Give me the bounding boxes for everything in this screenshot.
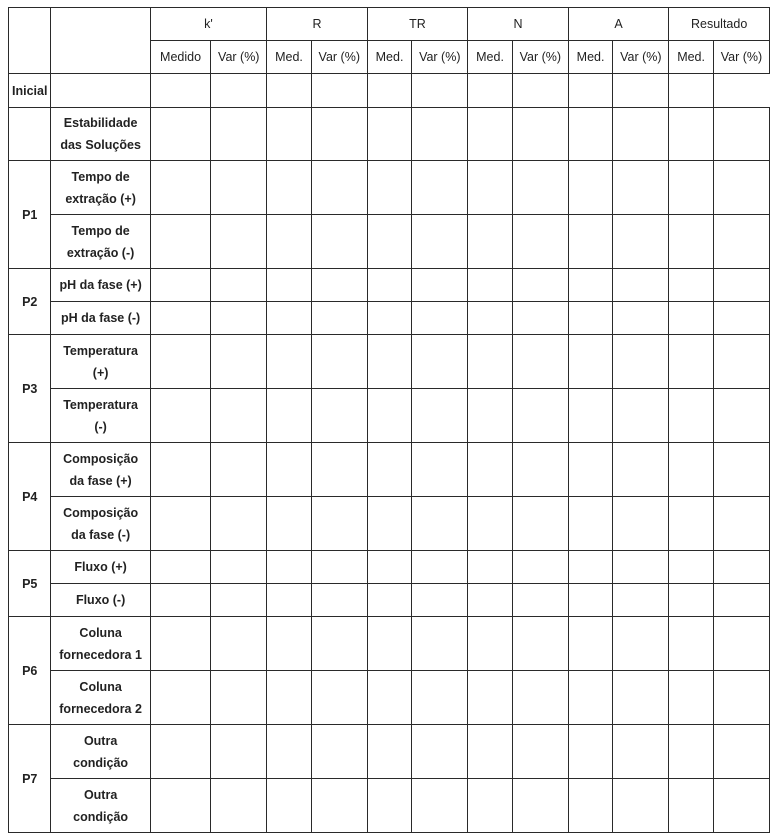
empty-cell	[311, 584, 367, 617]
empty-cell	[568, 215, 613, 269]
empty-cell	[367, 215, 412, 269]
empty-cell	[568, 108, 613, 161]
row-label: Temperatura (-)	[51, 389, 150, 443]
empty-cell	[568, 443, 613, 497]
empty-cell	[311, 497, 367, 551]
empty-cell	[211, 269, 267, 302]
empty-cell	[150, 443, 211, 497]
empty-cell	[412, 108, 468, 161]
empty-cell	[311, 725, 367, 779]
sub-header-measured: Med.	[468, 41, 513, 74]
empty-cell	[568, 779, 613, 833]
empty-cell	[412, 725, 468, 779]
empty-cell	[267, 74, 312, 108]
empty-cell	[267, 161, 312, 215]
table-row	[9, 551, 770, 584]
sub-header-measured: Med.	[568, 41, 613, 74]
empty-cell	[150, 497, 211, 551]
row-label: Estabilidade das Soluções	[51, 108, 150, 161]
sub-header-var: Var (%)	[512, 41, 568, 74]
empty-cell	[412, 335, 468, 389]
empty-cell	[311, 161, 367, 215]
empty-cell	[367, 269, 412, 302]
empty-cell	[669, 671, 714, 725]
metric-header: N	[468, 8, 569, 41]
empty-cell	[568, 335, 613, 389]
row-label: Composição da fase (+)	[51, 443, 150, 497]
empty-cell	[412, 161, 468, 215]
empty-cell	[669, 108, 714, 161]
empty-cell	[267, 617, 312, 671]
empty-cell	[568, 269, 613, 302]
empty-cell	[669, 302, 714, 335]
empty-cell	[311, 269, 367, 302]
empty-cell	[568, 551, 613, 584]
empty-cell	[367, 443, 412, 497]
empty-cell	[512, 671, 568, 725]
empty-cell	[713, 584, 769, 617]
table-row	[9, 108, 770, 161]
empty-cell	[669, 551, 714, 584]
empty-cell	[512, 551, 568, 584]
empty-cell	[512, 725, 568, 779]
empty-cell	[713, 671, 769, 725]
empty-cell	[211, 671, 267, 725]
empty-cell	[267, 725, 312, 779]
empty-cell	[713, 108, 769, 161]
empty-cell	[267, 389, 312, 443]
empty-cell	[412, 269, 468, 302]
empty-cell	[512, 584, 568, 617]
empty-cell	[468, 335, 513, 389]
row-label: Coluna fornecedora 1	[51, 617, 150, 671]
empty-cell	[367, 335, 412, 389]
table-row	[9, 215, 770, 269]
empty-cell	[613, 497, 669, 551]
empty-cell	[713, 497, 769, 551]
empty-cell	[150, 74, 211, 108]
empty-cell	[713, 779, 769, 833]
empty-cell	[211, 74, 267, 108]
empty-cell	[150, 671, 211, 725]
empty-cell	[367, 108, 412, 161]
row-label: Inicial	[9, 74, 51, 108]
empty-cell	[412, 302, 468, 335]
empty-cell	[367, 74, 412, 108]
empty-cell	[568, 161, 613, 215]
empty-cell	[367, 617, 412, 671]
empty-cell	[311, 302, 367, 335]
empty-cell	[311, 74, 367, 108]
empty-cell	[267, 108, 312, 161]
empty-cell	[367, 551, 412, 584]
group-label: P4	[9, 443, 51, 551]
empty-cell	[512, 161, 568, 215]
table-row	[9, 584, 770, 617]
empty-cell	[51, 74, 150, 108]
empty-cell	[613, 335, 669, 389]
row-label: Fluxo (-)	[51, 584, 150, 617]
empty-cell	[367, 584, 412, 617]
empty-cell	[311, 617, 367, 671]
empty-cell	[211, 725, 267, 779]
row-label: Coluna fornecedora 2	[51, 671, 150, 725]
table-row	[9, 779, 770, 833]
empty-cell	[512, 779, 568, 833]
empty-cell	[267, 551, 312, 584]
empty-cell	[713, 161, 769, 215]
empty-cell	[412, 497, 468, 551]
empty-cell	[613, 161, 669, 215]
empty-cell	[669, 74, 714, 108]
row-label: Fluxo (+)	[51, 551, 150, 584]
empty-cell	[669, 269, 714, 302]
row-label: pH da fase (+)	[51, 269, 150, 302]
header-row-metrics	[9, 8, 770, 41]
row-label: Tempo de extração (+)	[51, 161, 150, 215]
empty-cell	[367, 389, 412, 443]
empty-cell	[367, 779, 412, 833]
empty-cell	[311, 335, 367, 389]
empty-cell	[267, 497, 312, 551]
empty-cell	[412, 215, 468, 269]
empty-cell	[568, 302, 613, 335]
empty-cell	[412, 443, 468, 497]
empty-cell	[468, 215, 513, 269]
empty-cell	[512, 617, 568, 671]
empty-cell	[412, 779, 468, 833]
empty-cell	[412, 584, 468, 617]
empty-cell	[669, 584, 714, 617]
empty-cell	[150, 584, 211, 617]
empty-cell	[568, 389, 613, 443]
table-row	[9, 497, 770, 551]
empty-cell	[512, 269, 568, 302]
empty-cell	[267, 215, 312, 269]
empty-cell	[311, 108, 367, 161]
empty-cell	[512, 335, 568, 389]
empty-cell	[669, 779, 714, 833]
sub-header-measured: Medido	[150, 41, 211, 74]
empty-cell	[267, 671, 312, 725]
table-row	[9, 725, 770, 779]
empty-cell	[512, 497, 568, 551]
empty-cell	[512, 215, 568, 269]
parameter-table	[8, 7, 770, 833]
empty-cell	[468, 671, 513, 725]
empty-cell	[367, 161, 412, 215]
empty-cell	[150, 551, 211, 584]
empty-cell	[412, 389, 468, 443]
empty-cell	[613, 725, 669, 779]
empty-cell	[613, 551, 669, 584]
corner-cell-labels	[51, 8, 150, 74]
group-label: P1	[9, 161, 51, 269]
empty-cell	[367, 671, 412, 725]
sub-header-var: Var (%)	[311, 41, 367, 74]
empty-cell	[613, 108, 669, 161]
empty-cell	[150, 389, 211, 443]
empty-cell	[211, 389, 267, 443]
empty-cell	[211, 584, 267, 617]
group-label: P3	[9, 335, 51, 443]
table-row	[9, 74, 770, 108]
empty-cell	[713, 443, 769, 497]
empty-cell	[267, 302, 312, 335]
empty-cell	[669, 725, 714, 779]
empty-cell	[150, 302, 211, 335]
empty-cell	[568, 584, 613, 617]
empty-cell	[468, 779, 513, 833]
empty-cell	[713, 335, 769, 389]
empty-cell	[150, 215, 211, 269]
empty-cell	[150, 617, 211, 671]
row-label: pH da fase (-)	[51, 302, 150, 335]
empty-cell	[468, 551, 513, 584]
table-row	[9, 617, 770, 671]
empty-cell	[613, 74, 669, 108]
empty-cell	[669, 443, 714, 497]
empty-cell	[468, 269, 513, 302]
row-label: Outra condição	[51, 725, 150, 779]
empty-cell	[367, 497, 412, 551]
metric-header: R	[267, 8, 368, 41]
empty-cell	[150, 161, 211, 215]
empty-cell	[568, 725, 613, 779]
empty-cell	[367, 302, 412, 335]
empty-cell	[211, 335, 267, 389]
empty-cell	[311, 671, 367, 725]
empty-cell	[468, 108, 513, 161]
empty-cell	[713, 389, 769, 443]
empty-cell	[267, 443, 312, 497]
empty-cell	[613, 779, 669, 833]
empty-cell	[211, 617, 267, 671]
empty-cell	[713, 215, 769, 269]
empty-cell	[713, 551, 769, 584]
empty-cell	[713, 725, 769, 779]
empty-cell	[150, 269, 211, 302]
empty-cell	[512, 302, 568, 335]
empty-cell	[568, 497, 613, 551]
row-label: Composição da fase (-)	[51, 497, 150, 551]
empty-cell	[311, 389, 367, 443]
empty-cell	[211, 779, 267, 833]
empty-cell	[211, 108, 267, 161]
empty-cell	[468, 617, 513, 671]
empty-cell	[568, 74, 613, 108]
corner-cell	[9, 8, 51, 74]
sub-header-var: Var (%)	[211, 41, 267, 74]
sub-header-measured: Med.	[367, 41, 412, 74]
table-row	[9, 389, 770, 443]
metric-header: k'	[150, 8, 266, 41]
empty-cell	[150, 725, 211, 779]
table-row	[9, 443, 770, 497]
group-label: P7	[9, 725, 51, 833]
empty-cell	[468, 725, 513, 779]
empty-cell	[211, 302, 267, 335]
empty-cell	[613, 443, 669, 497]
empty-cell	[669, 335, 714, 389]
sub-header-var: Var (%)	[713, 41, 769, 74]
sub-header-var: Var (%)	[613, 41, 669, 74]
table-row	[9, 161, 770, 215]
empty-cell	[412, 671, 468, 725]
empty-cell	[211, 551, 267, 584]
empty-cell	[412, 617, 468, 671]
group-label: P2	[9, 269, 51, 335]
empty-cell	[468, 302, 513, 335]
empty-cell	[613, 584, 669, 617]
empty-cell	[211, 215, 267, 269]
empty-cell	[412, 74, 468, 108]
empty-cell	[211, 161, 267, 215]
empty-cell	[311, 779, 367, 833]
row-label: Outra condição	[51, 779, 150, 833]
empty-cell	[568, 671, 613, 725]
group-cell-blank	[9, 108, 51, 161]
group-label: P5	[9, 551, 51, 617]
empty-cell	[267, 584, 312, 617]
empty-cell	[150, 108, 211, 161]
empty-cell	[468, 584, 513, 617]
empty-cell	[367, 725, 412, 779]
empty-cell	[267, 269, 312, 302]
empty-cell	[468, 74, 513, 108]
metric-header: Resultado	[669, 8, 770, 41]
empty-cell	[613, 389, 669, 443]
empty-cell	[468, 161, 513, 215]
empty-cell	[713, 302, 769, 335]
empty-cell	[267, 335, 312, 389]
empty-cell	[512, 74, 568, 108]
empty-cell	[568, 617, 613, 671]
empty-cell	[468, 389, 513, 443]
table-row	[9, 302, 770, 335]
empty-cell	[412, 551, 468, 584]
group-label: P6	[9, 617, 51, 725]
empty-cell	[267, 779, 312, 833]
table-row	[9, 335, 770, 389]
metric-header: TR	[367, 8, 468, 41]
empty-cell	[669, 215, 714, 269]
empty-cell	[512, 443, 568, 497]
empty-cell	[211, 443, 267, 497]
empty-cell	[613, 269, 669, 302]
empty-cell	[468, 497, 513, 551]
sub-header-var: Var (%)	[412, 41, 468, 74]
empty-cell	[669, 389, 714, 443]
empty-cell	[311, 551, 367, 584]
table-row	[9, 269, 770, 302]
empty-cell	[613, 617, 669, 671]
row-label: Temperatura (+)	[51, 335, 150, 389]
empty-cell	[512, 389, 568, 443]
empty-cell	[713, 269, 769, 302]
empty-cell	[613, 671, 669, 725]
empty-cell	[613, 215, 669, 269]
metric-header: A	[568, 8, 669, 41]
empty-cell	[311, 215, 367, 269]
empty-cell	[669, 161, 714, 215]
table-row	[9, 671, 770, 725]
sub-header-measured: Med.	[669, 41, 714, 74]
empty-cell	[468, 443, 513, 497]
empty-cell	[311, 443, 367, 497]
empty-cell	[669, 497, 714, 551]
empty-cell	[613, 302, 669, 335]
row-label: Tempo de extração (-)	[51, 215, 150, 269]
empty-cell	[512, 108, 568, 161]
empty-cell	[713, 617, 769, 671]
empty-cell	[211, 497, 267, 551]
empty-cell	[150, 335, 211, 389]
sub-header-measured: Med.	[267, 41, 312, 74]
empty-cell	[669, 617, 714, 671]
empty-cell	[150, 779, 211, 833]
